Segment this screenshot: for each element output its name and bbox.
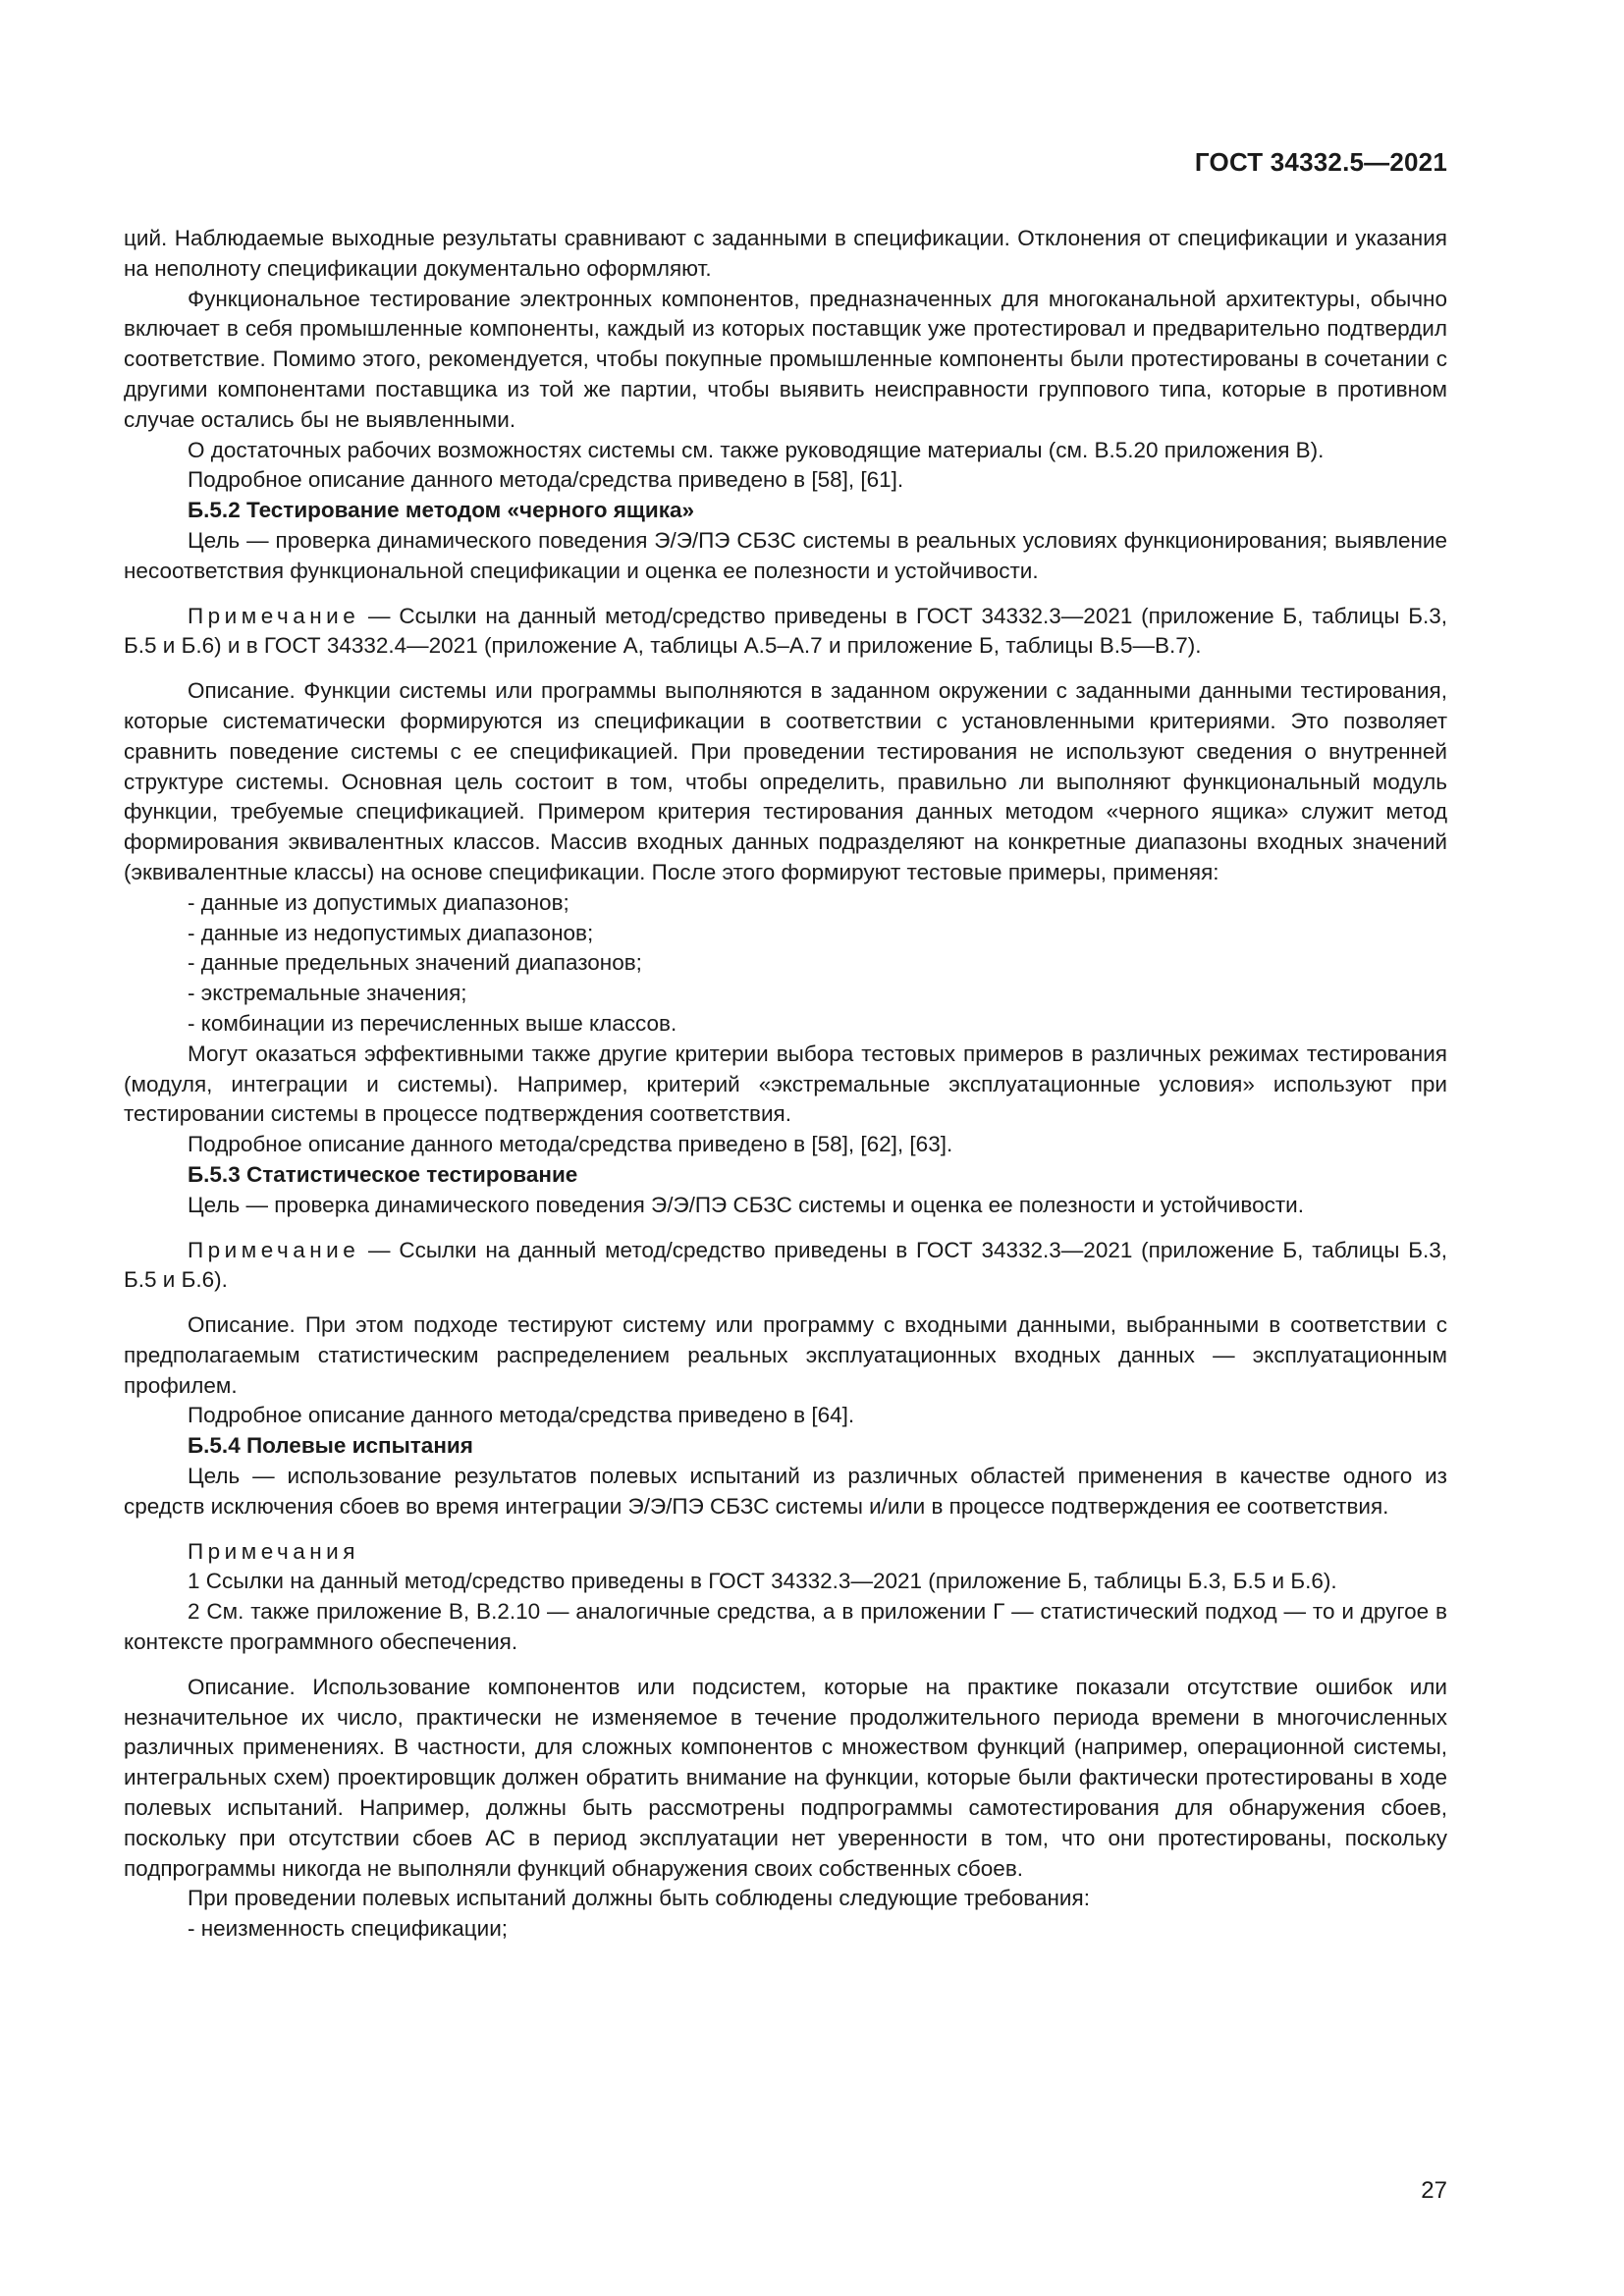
paragraph: Цель — проверка динамического поведения Э/Э/ПЭ СБЗС системы и оценка ее полезности и устойчивости. [188,1192,1304,1217]
list-item: - данные предельных значений диапазонов; [188,950,642,976]
note [124,1236,1447,1297]
list-item: - данные из недопустимых диапазонов; [188,920,594,945]
section-heading: Б.5.3 Статистическое тестирование [188,1161,578,1187]
document-code-header: ГОСТ 34332.5—2021 [1194,147,1447,177]
paragraph: При проведении полевых испытаний должны быть соблюдены следующие требования: [188,1886,1090,1911]
note-item: 1 Ссылки на данный метод/средство приведены в ГОСТ 34332.3—2021 (приложение Б, таблицы Б.3, Б.5 и Б.6). [188,1569,1337,1594]
paragraph: Цель — использование результатов полевых испытаний из различных областей применения в качестве одного из средств исключения сбоев во время интеграции Э/Э/ПЭ СБЗС системы и/или в процессе подтверждения ее соответствия. [124,1464,1447,1519]
list-item: - комбинации из перечисленных выше классов. [188,1010,677,1036]
note-label: Примечание [188,1237,360,1262]
paragraph: Функциональное тестирование электронных компонентов, предназначенных для многоканальной архитектуры, обычно включает в себя промышленные компоненты, каждый из которых поставщик уже протестировал и предварительно подтвердил соответствие. Помимо этого, рекомендуется, чтобы покупные промышленные компоненты были протестированы в сочетании с другими компонентами поставщика из той же партии, чтобы выявить неисправности группового типа, которые в противном случае остались бы не выявленными. [124,286,1447,432]
section-heading: Б.5.2 Тестирование методом «черного ящика» [188,498,695,523]
paragraph: Описание. Функции системы или программы выполняются в заданном окружении с заданными данными тестирования, которые систематически формируются из спецификации в соответствии с установленными критериями. Это позволяет сравнить поведение системы с ее спецификацией. При проведении тестирования не используют сведения о внутренней структуре системы. Основная цель состоит в том, чтобы определить, правильно ли выполняют функциональный модуль функции, требуемые спецификацией. Примером критерия тестирования данных методом «черного ящика» служит метод формирования эквивалентных классов. Массив входных данных подразделяют на конкретные диапазоны входных значений (эквивалентные классы) на основе спецификации. После этого формируют тестовые примеры, применяя: [124,678,1447,884]
note-text: — Ссылки на данный метод/средство приведены в ГОСТ 34332.3—2021 (приложение Б, таблицы Б.3, Б.5 и Б.6) и в ГОСТ 34332.4—2021 (приложение А, таблицы А.5–А.7 и приложение Б, таблицы В.5—В.7). [124,603,1447,659]
paragraph: Подробное описание данного метода/средства приведено в [58], [61]. [188,467,904,493]
list-item: - экстремальные значения; [188,981,467,1006]
document-body [124,224,1447,1945]
paragraph: Подробное описание данного метода/средства приведено в [58], [62], [63]. [188,1132,953,1157]
note [124,602,1447,663]
list-item: - данные из допустимых диапазонов; [188,889,569,915]
paragraph: О достаточных рабочих возможностях системы см. также руководящие материалы (см. В.5.20 приложения В). [188,437,1325,462]
notes-heading [124,1537,1447,1568]
note-text: — Ссылки на данный метод/средство приведены в ГОСТ 34332.3—2021 (приложение Б, таблицы Б.3, Б.5 и Б.6). [124,1237,1447,1293]
paragraph: Могут оказаться эффективными также другие критерии выбора тестовых примеров в различных режимах тестирования (модуля, интеграции и системы). Например, критерий «экстремальные эксплуатационные условия» используют при тестировании системы в процессе подтверждения соответствия. [124,1041,1447,1127]
paragraph: Описание. При этом подходе тестируют систему или программу с входными данными, выбранными в соответствии с предполагаемым статистическим распределением реальных эксплуатационных входных данных — эксплуатационным профилем. [124,1312,1447,1398]
section-heading: Б.5.4 Полевые испытания [188,1433,473,1459]
paragraph: Цель — проверка динамического поведения Э/Э/ПЭ СБЗС системы в реальных условиях функционирования; выявление несоответствия функциональной спецификации и оценка ее полезности и устойчивости. [124,527,1447,583]
list-item: - неизменность спецификации; [188,1916,509,1942]
note-label: Примечания [188,1538,359,1564]
paragraph: Описание. Использование компонентов или подсистем, которые на практике показали отсутствие ошибок или незначительное их число, практически не изменяемое в течение продолжительного периода времени в многочисленных различных применениях. В частности, для сложных компонентов с множеством функций (например, операционной системы, интегральных схем) проектировщик должен обратить внимание на функции, которые были фактически протестированы в ходе полевых испытаний. Например, должны быть рассмотрены подпрограммы самотестирования для обнаружения сбоев, поскольку при отсутствии сбоев АС в период эксплуатации нет уверенности в том, что они протестированы, поскольку подпрограммы никогда не выполняли функций обнаружения своих собственных сбоев. [124,1674,1447,1881]
paragraph: ций. Наблюдаемые выходные результаты сравнивают с заданными в спецификации. Отклонения от спецификации и указания на неполноту спецификации документально оформляют. [124,226,1447,281]
note-label: Примечание [188,603,360,628]
paragraph: Подробное описание данного метода/средства приведено в [64]. [188,1403,855,1428]
page-number: 27 [1421,2177,1447,2204]
note-item: 2 См. также приложение В, В.2.10 — аналогичные средства, а в приложении Г — статистический подход — то и другое в контексте программного обеспечения. [124,1599,1447,1655]
